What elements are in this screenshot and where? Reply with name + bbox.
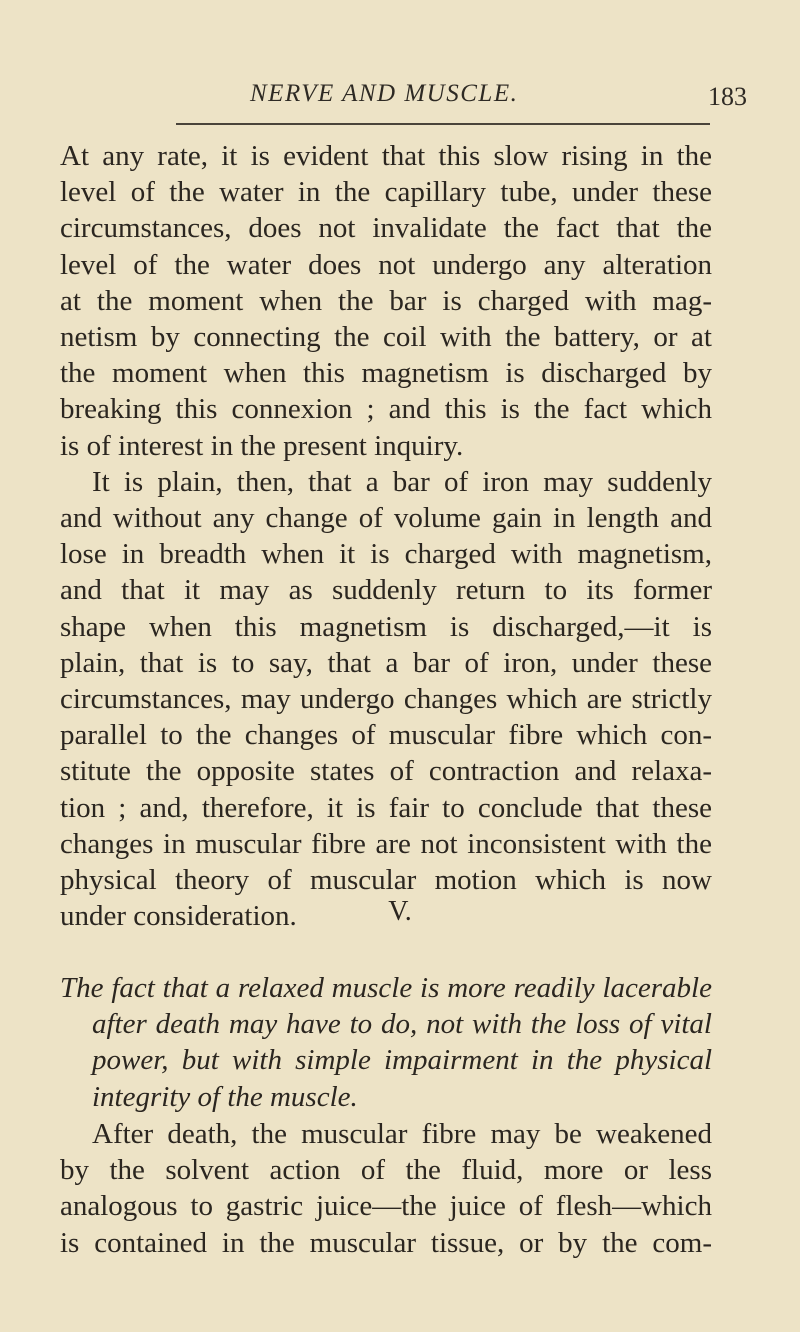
text-line: under consideration. bbox=[60, 900, 297, 933]
text-line: circumstances, may undergo changes which are strictly bbox=[60, 683, 712, 716]
text-line: It is plain, then, that a bar of iron may suddenly bbox=[92, 465, 712, 498]
text-line: the moment when this magnetism is discharged by bbox=[60, 357, 712, 390]
text-line: by the solvent action of the fluid, more or less bbox=[60, 1154, 712, 1187]
text-line: plain, that is to say, that a bar of iron, under these bbox=[60, 646, 712, 679]
text-line: physical theory of muscular motion which is now bbox=[60, 864, 712, 897]
text-line: is contained in the muscular tissue, or by the com- bbox=[60, 1226, 712, 1259]
text-line: at the moment when the bar is charged with mag- bbox=[60, 284, 712, 317]
section-title-line: integrity of the muscle. bbox=[92, 1080, 358, 1113]
header-rule bbox=[176, 123, 710, 125]
text-line: stitute the opposite states of contraction and relaxa- bbox=[60, 755, 712, 788]
text-line: level of the water does not undergo any alteration bbox=[60, 248, 712, 281]
body-text bbox=[60, 138, 712, 934]
text-line: tion ; and, therefore, it is fair to conclude that these bbox=[60, 791, 712, 824]
text-line: breaking this connexion ; and this is the fact which bbox=[60, 393, 712, 426]
page-number: 183 bbox=[708, 82, 747, 111]
text-line: analogous to gastric juice—the juice of flesh—which bbox=[60, 1190, 712, 1223]
text-line: parallel to the changes of muscular fibre which con- bbox=[60, 719, 712, 752]
section-body bbox=[60, 1116, 712, 1261]
section-number: V. bbox=[388, 896, 412, 927]
text-line: level of the water in the capillary tube, under these bbox=[60, 176, 712, 209]
text-line: circumstances, does not invalidate the fact that the bbox=[60, 212, 712, 245]
text-line: is of interest in the present inquiry. bbox=[60, 429, 464, 462]
text-line: and without any change of volume gain in length and bbox=[60, 502, 712, 535]
text-line: After death, the muscular fibre may be weakened bbox=[92, 1118, 712, 1150]
section-title-line: The fact that a relaxed muscle is more readily lacerable bbox=[60, 972, 712, 1004]
text-line: and that it may as suddenly return to its former bbox=[60, 574, 712, 607]
section-title bbox=[60, 970, 712, 1115]
text-line: shape when this magnetism is discharged,—it is bbox=[60, 610, 712, 643]
running-head: NERVE AND MUSCLE. bbox=[250, 80, 519, 107]
section-title-line: power, but with simple impairment in the physical bbox=[92, 1044, 712, 1077]
text-line: changes in muscular fibre are not inconsistent with the bbox=[60, 827, 712, 860]
section-title-line: after death may have to do, not with the loss of vital bbox=[92, 1008, 712, 1041]
text-line: At any rate, it is evident that this slow rising in the bbox=[60, 140, 712, 172]
text-line: lose in breadth when it is charged with magnetism, bbox=[60, 538, 712, 571]
text-line: netism by connecting the coil with the battery, or at bbox=[60, 321, 712, 354]
